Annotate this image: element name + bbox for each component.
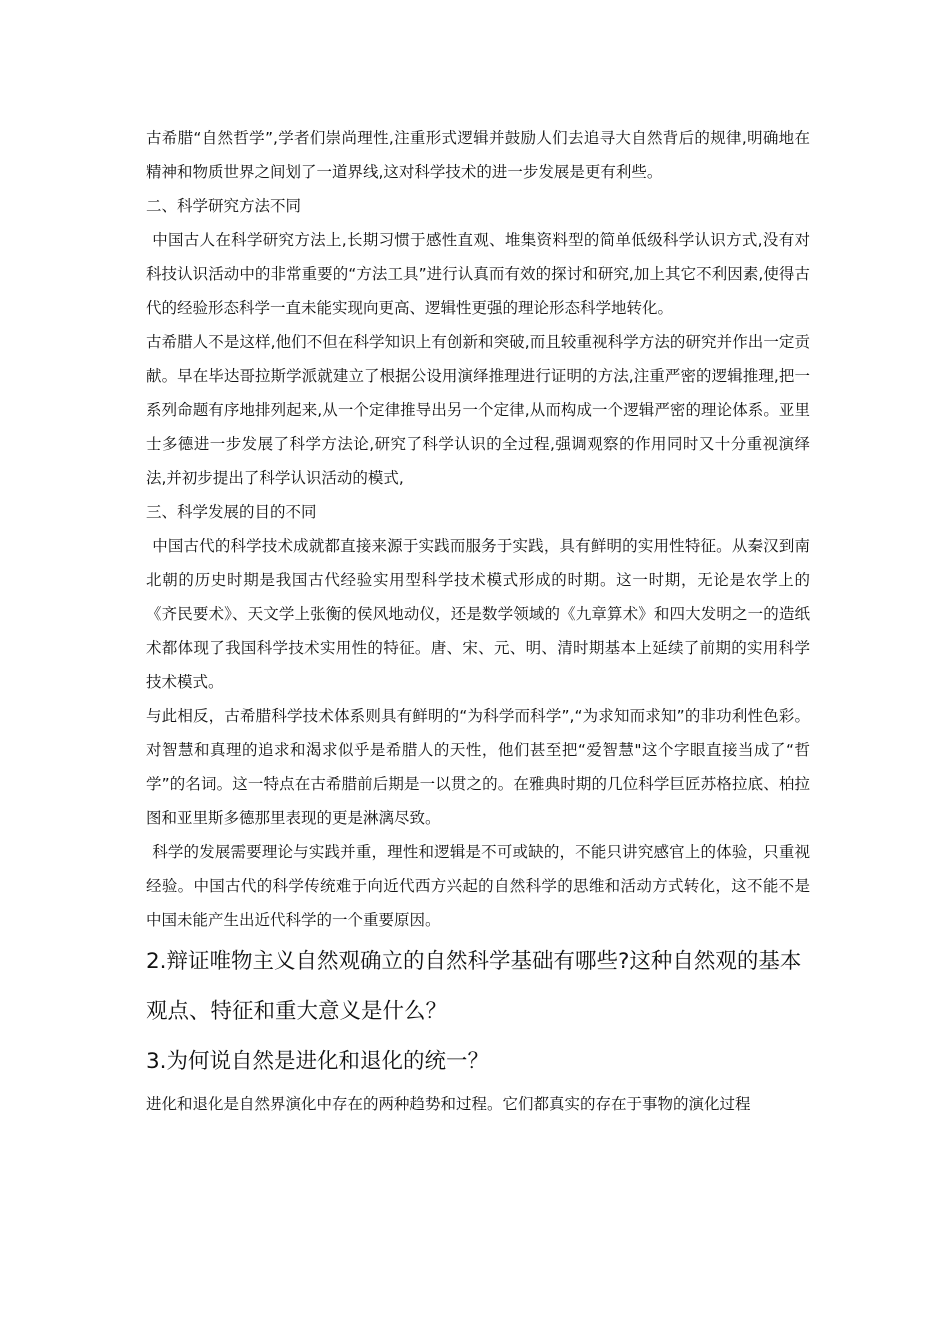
paragraph-chinese-purpose: 中国古代的科学技术成就都直接来源于实践而服务于实践，具有鲜明的实用性特征。从秦汉到南北朝的历史时期是我国古代经验实用型科学技术模式形成的时期。这一时期，无论是农学上的《齐民要术》、天文学上张衡的侯风地动仪，还是数学领域的《九章算术》和四大发明之一的造纸术都体现了我国科学技术实用性的特征。唐、宋、元、明、清时期基本上延续了前期的实用科学技术模式。 <box>146 537 810 691</box>
question-3-heading: 3.为何说自然是进化和退化的统一？ <box>146 1049 490 1074</box>
section-heading-purpose: 三、科学发展的目的不同 <box>146 503 317 521</box>
section-heading-methods: 二、科学研究方法不同 <box>146 197 302 215</box>
document-page <box>146 121 810 1121</box>
question-2-heading: 2.辩证唯物主义自然观确立的自然科学基础有哪些?这种自然观的基本观点、特征和重大意义是什么？ <box>146 949 802 1024</box>
paragraph-greek-natural-philosophy: 古希腊“自然哲学”,学者们崇尚理性,注重形式逻辑并鼓励人们去追寻大自然背后的规律,明确地在精神和物质世界之间划了一道界线,这对科学技术的进一步发展是更有利些。 <box>146 129 810 181</box>
paragraph-greek-methods: 古希腊人不是这样,他们不但在科学知识上有创新和突破,而且较重视科学方法的研究并作出一定贡献。早在毕达哥拉斯学派就建立了根据公设用演绎推理进行证明的方法,注重严密的逻辑推理,把一系列命题有序地排列起来,从一个定律推导出另一个定律,从而构成一个逻辑严密的理论体系。亚里士多德进一步发展了科学方法论,研究了科学认识的全过程,强调观察的作用同时又十分重视演绎法,并初步提出了科学认识活动的模式, <box>146 333 810 487</box>
paragraph-conclusion: 科学的发展需要理论与实践并重，理性和逻辑是不可或缺的，不能只讲究感官上的体验，只重视经验。中国古代的科学传统难于向近代西方兴起的自然科学的思维和活动方式转化，这不能不是中国未能产生出近代科学的一个重要原因。 <box>146 843 810 929</box>
paragraph-greek-purpose: 与此相反，古希腊科学技术体系则具有鲜明的“为科学而科学”,“为求知而求知”的非功利性色彩。对智慧和真理的追求和渴求似乎是希腊人的天性，他们甚至把“爱智慧"这个字眼直接当成了“哲学”的名词。这一特点在古希腊前后期是一以贯之的。在雅典时期的几位科学巨匠苏格拉底、柏拉图和亚里斯多德那里表现的更是淋漓尽致。 <box>146 707 810 827</box>
paragraph-chinese-methods: 中国古人在科学研究方法上,长期习惯于感性直观、堆集资料型的简单低级科学认识方式,没有对科技认识活动中的非常重要的“方法工具”进行认真而有效的探讨和研究,加上其它不利因素,使得古代的经验形态科学一直未能实现向更高、逻辑性更强的理论形态科学地转化。 <box>146 231 810 317</box>
answer-3-paragraph: 进化和退化是自然界演化中存在的两种趋势和过程。它们都真实的存在于事物的演化过程 <box>146 1095 751 1113</box>
